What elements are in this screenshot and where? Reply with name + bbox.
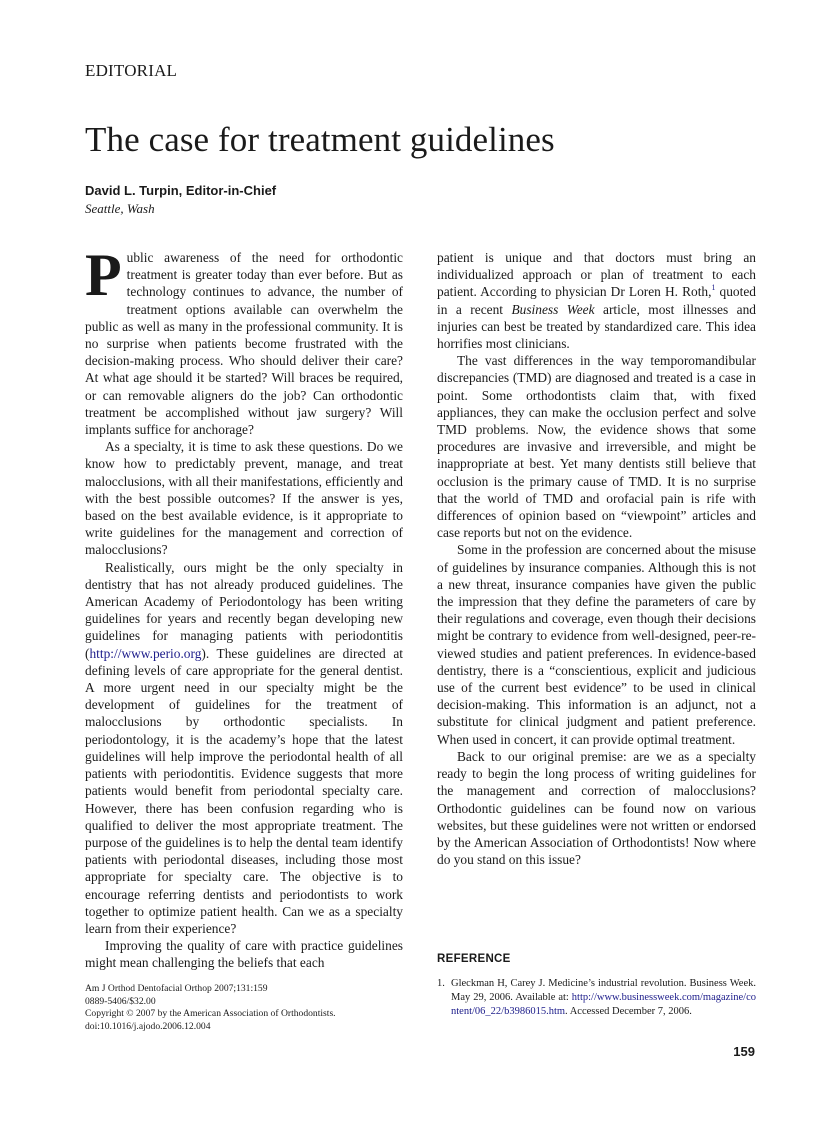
paragraph-4-text-b: quoted in a recent (437, 284, 756, 317)
paragraph-4-text-c: article, most illnesses and injuries can best be treated by standardized care. This idea horrifies most clinicians. (437, 301, 756, 352)
section-label: EDITORIAL (85, 61, 178, 80)
journal-citation: Am J Orthod Dentofacial Orthop 2007;131:159 (85, 983, 268, 994)
reference-number: 1. (437, 978, 445, 989)
reference-list (437, 977, 756, 1019)
author-name: David L. Turpin, Editor-in-Chief (85, 183, 277, 198)
paragraph-4-continued (437, 249, 756, 352)
right-column (437, 249, 756, 868)
page-number: 159 (733, 1044, 755, 1059)
reference-text-b: . Accessed December 7, 2006. (565, 1006, 692, 1017)
paragraph-7: Back to our original premise: are we as a specialty ready to begin the long process of writing guidelines for the management and correction of malocclusions? Orthodontic guidelines can be found now on various websites, but these guidelines were not written or endorsed by the American Association of Orthodontists! Now where do you stand on this issue? (437, 748, 756, 868)
author-affiliation: Seattle, Wash (85, 201, 155, 216)
references-heading: REFERENCE (437, 953, 511, 965)
copyright: Copyright © 2007 by the American Association of Orthodontists. (85, 1008, 336, 1020)
paragraph-2: As a specialty, it is time to ask these questions. Do we know how to predictably prevent, manage, and treat malocclusions, with all their manifestations, efficiently and with the best possible outcomes? If the answer is yes, based on the best available evidence, is it appropriate to write guidelines for the management and correction of malocclusions? (85, 439, 403, 558)
doi: doi:10.1016/j.ajodo.2006.12.004 (85, 1020, 211, 1032)
paragraph-3 (85, 559, 403, 937)
article-title: The case for treatment guidelines (85, 120, 555, 159)
paragraph-4: Improving the quality of care with practice guidelines might mean challenging the beliefs that each (85, 938, 403, 971)
businessweek-link[interactable]: http://www.businessweek.com/magazine/content/06_22/b3986015.htm (451, 992, 756, 1017)
publication-name: Business Week (511, 301, 595, 317)
drop-cap: P (85, 242, 122, 308)
left-column (85, 242, 403, 972)
paragraph-1-text: ublic awareness of the need for orthodontic treatment is greater today than ever before. But as technology continues to advance, the number of treatment options available can overwhelm the public as well as many in the professional community. It is no surprise when patients become frustrated with the decision-making process. Who should deliver their care? At what age should it be started? Will braces be required, or can removable aligners do the job? Can orthodontic treatment be accomplished without jaw surgery? Will implants suffice for anchorage? (85, 250, 403, 438)
paragraph-6: Some in the profession are concerned about the misuse of guidelines by insurance companies. Although this is not a new threat, insurance companies have given the public the impression that they define the parameters of care by their regulations and coverage, even though their decisions might be contrary to evidence from well-designed, peer-reviewed studies and patient preferences. In evidence-based dentistry, there is a “conscientious, explicit and judicious use of the current best evidence” to be used in clinical decision-making. This information is an adjunct, not a substitute for clinical judgment and patient preference. When used in concert, it can provide optimal treatment. (437, 542, 756, 747)
reference-item (437, 977, 756, 1019)
paragraph-5: The vast differences in the way temporomandibular discrepancies (TMD) are diagnosed and treated is a case in point. Some orthodontists claim that, with fixed appliances, they can make the occlusion perfect and solve TMD problems. Now, the evidence shows that some procedures are invasive and irreversible, and might be inappropriate at best. Yet many dentists still believe that occlusion is the primary cause of TMD. It is no surprise that the world of TMD and orofacial pain is rife with differences of opinion based on “viewpoint” articles and case reports but not on the evidence. (437, 353, 756, 541)
paragraph-3-text-b: ). These guidelines are directed at defining levels of care appropriate for the general dentist. A more urgent need in our specialty might be the development of guidelines for the treatment of malocclusions by orthodontic specialists. In periodontology, it is the academy’s hope that the latest guidelines will help improve the periodontal health of all patients with periodontitis. Evidence suggests that more patients would benefit from periodontal specialty care. However, there has been confusion regarding who is qualified to deliver the most appropriate treatment. The purpose of the guidelines is to help the dental team identify patients with periodontal diseases, including those most appropriate for specialty care. The objective is to encourage referring dentists and periodontists to work together to optimize patient health. Can we as a specialty learn from their experience? (85, 645, 403, 936)
paragraph-1 (85, 242, 403, 438)
reference-text-a: Gleckman H, Carey J. Medicine’s industrial revolution. Business Week. May 29, 2006. Available at: (451, 978, 756, 1003)
paragraph-4-text-a: patient is unique and that doctors must bring an individualized approach or plan of treatment to each patient. According to physician Dr Loren H. Roth, (437, 250, 756, 300)
reference-text (451, 977, 756, 1019)
citation-1-link[interactable]: 1 (711, 283, 716, 293)
issn-price: 0889-5406/$32.00 (85, 995, 156, 1007)
perio-link[interactable]: http://www.perio.org (89, 645, 202, 661)
paragraph-3-text-a: Realistically, ours might be the only specialty in dentistry that has not already produced guidelines. The American Academy of Periodontology has been writing guidelines for years and recently began developing new guidelines for managing patients with periodontitis ( (85, 559, 403, 661)
journal-meta (85, 983, 336, 1033)
